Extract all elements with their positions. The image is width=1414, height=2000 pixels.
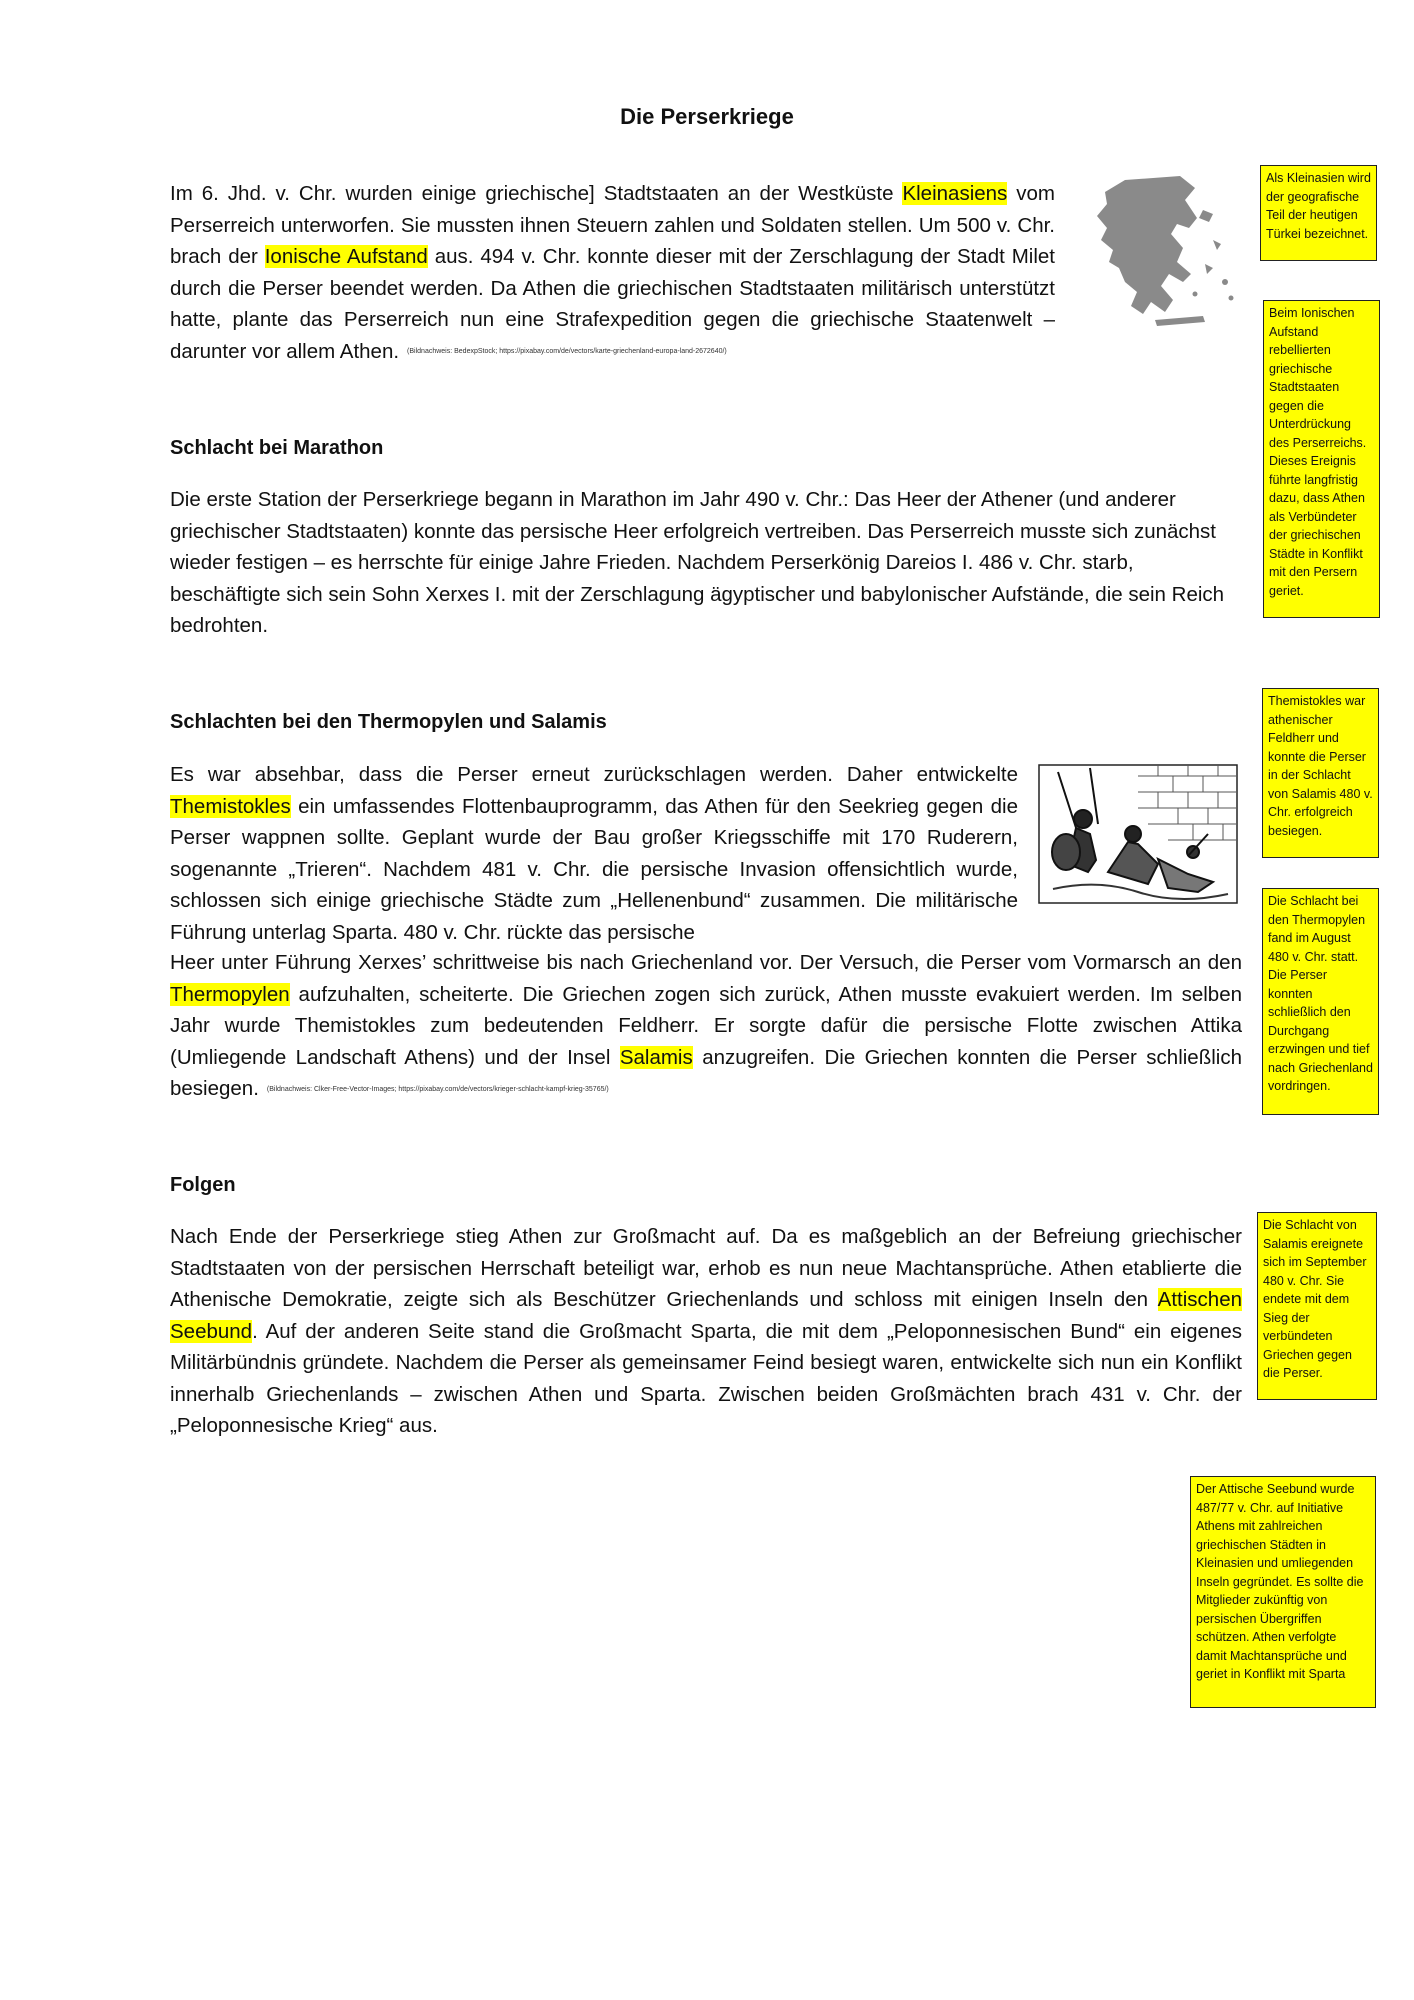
image-credit: (Bildnachweis: BedexpStock; https://pixabay.com/de/vectors/karte-griechenland-europa-land-2672640/) [407,348,727,356]
greece-map-image [1085,170,1245,330]
section-heading-folgen: Folgen [170,1174,236,1196]
note-attischer-seebund: Der Attische Seebund wurde 487/77 v. Chr. auf Initiative Athens mit zahlreichen griechischen Städten in Kleinasien und umliegenden Inseln gegründet. Es sollte die Mitglieder zukünftig von persischen Übergriffen schützen. Athen verfolgte damit Machtansprüche und geriet in Konflikt mit Sparta [1190,1476,1376,1708]
term-thermopylen: Thermopylen [170,982,290,1006]
image-credit: (Bildnachweis: Clker-Free-Vector-Images; https://pixabay.com/de/vectors/krieger-schlacht-kampf-krieg-35765/) [266,1085,609,1093]
note-themistokles: Themistokles war athenischer Feldherr und konnte die Perser in der Schlacht von Salamis 480 v. Chr. erfolgreich besiegen. [1262,688,1379,858]
section-heading-marathon: Schlacht bei Marathon [170,437,384,459]
page-title: Die Perserkriege [620,104,794,129]
term-attischer-seebund: Attischen Seebund [170,1288,1242,1343]
note-ionischer-aufstand: Beim Ionischen Aufstand rebellierten griechische Stadtstaaten gegen die Unterdrückung des Perserreichs. Dieses Ereignis führte langfristig dazu, dass Athen als Verbündeter der griechischen Städte in Konflikt mit den Persern geriet. [1263,300,1380,618]
marathon-paragraph: Die erste Station der Perserkriege begann in Marathon im Jahr 490 v. Chr.: Das Heer der Athener (und anderer griechischer Stadtstaaten) konnte das persische Heer erfolgreich vertreiben. Das Perserreich musste sich zunächst wieder festigen – es herrschte für einige Jahre Frieden. Nachdem Perserkönig Dareios I. 486 v. Chr. starb, beschäftigte sich sein Sohn Xerxes I. mit der Zerschlagung ägyptischer und babylonischer Aufstände, die sein Reich bedrohten. [170,488,1225,637]
note-kleinasien: Als Kleinasien wird der geografische Teil der heutigen Türkei bezeichnet. [1260,165,1377,261]
term-ionischer-aufstand: Ionische Aufstand [264,245,428,268]
term-kleinasien: Kleinasiens [902,182,1008,205]
thermopylen-paragraph-a: Es war absehbar, dass die Perser erneut zurückschlagen werden. Daher entwickelte Themistokles ein umfassendes Flottenbauprogramm, das Athen für den Seekrieg gegen die Perser wappnen sollte. Geplant wurde der Bau großer Kriegsschiffe mit 170 Ruderern, sogenannte „Trieren“. Nachdem 481 v. Chr. die persische Invasion offensichtlich wurde, schlossen sich einige griechische Städte zum „Hellenenbund“ zusammen. Die militärische Führung unterlag Sparta. 480 v. Chr. rückte das persische [170,763,1018,944]
intro-paragraph: Im 6. Jhd. v. Chr. wurden einige griechische] Stadtstaaten an der Westküste Kleinasiens vom Perserreich unterworfen. Sie mussten ihnen Steuern zahlen und Soldaten stellen. Um 500 v. Chr. brach der Ionische Aufstand aus. 494 v. Chr. konnte dieser mit der Zerschlagung der Stadt Milet durch die Perser beendet werden. Da Athen die griechischen Stadtstaaten militärisch unterstützt hatte, plante das Perserreich nun eine Strafexpedition gegen die griechische Staatenwelt – darunter vor allem Athen. (Bildnachweis: BedexpStock; https://pixabay.com/de/vectors/karte-griechenland-europa-land-2672640/) [170,182,1055,363]
note-thermopylen: Die Schlacht bei den Thermopylen fand im August 480 v. Chr. statt. Die Perser konnten schließlich den Durchgang erzwingen und tief nach Griechenland vordringen. [1262,888,1379,1115]
note-salamis: Die Schlacht von Salamis ereignete sich im September 480 v. Chr. Sie endete mit dem Sieg der verbündeten Griechen gegen die Perser. [1257,1212,1377,1400]
term-salamis: Salamis [619,1045,693,1069]
section-heading-thermopylen: Schlachten bei den Thermopylen und Salamis [170,711,607,733]
thermopylen-paragraph-b: Heer unter Führung Xerxes’ schrittweise bis nach Griechenland vor. Der Versuch, die Perser vom Vormarsch an den Thermopylen aufzuhalten, scheiterte. Die Griechen zogen sich zurück, Athen musste evakuiert werden. Im selben Jahr wurde Themistokles zum bedeutenden Feldherr. Er sorgte dafür die persische Flotte zwischen Attika (Umliegende Landschaft Athens) und der Insel Salamis anzugreifen. Die Griechen konnten die Perser schließlich besiegen. (Bildnachweis: Clker-Free-Vector-Images; https://pixabay.com/de/vectors/krieger-schlacht-kampf-krieg-35765/) [170,951,1242,1100]
folgen-paragraph: Nach Ende der Perserkriege stieg Athen zur Großmacht auf. Da es maßgeblich an der Befreiung griechischer Stadtstaaten von der persischen Herrschaft beteiligt war, erhob es nun neue Machtansprüche. Athen etablierte die Athenische Demokratie, zeigte sich als Beschützer Griechenlands und schloss mit einigen Inseln den Attischen Seebund. Auf der anderen Seite stand die Großmacht Sparta, die mit dem „Peloponnesischen Bund“ ein eigenes Militärbündnis gründete. Nachdem die Perser als gemeinsamer Feind besiegt waren, entwickelte sich nun ein Konflikt innerhalb Griechenlands – zwischen Athen und Sparta. Zwischen beiden Großmächten brach 431 v. Chr. der „Peloponnesische Krieg“ aus. [170,1225,1242,1437]
warriors-battle-image [1038,764,1238,904]
term-themistokles: Themistokles [170,794,291,818]
